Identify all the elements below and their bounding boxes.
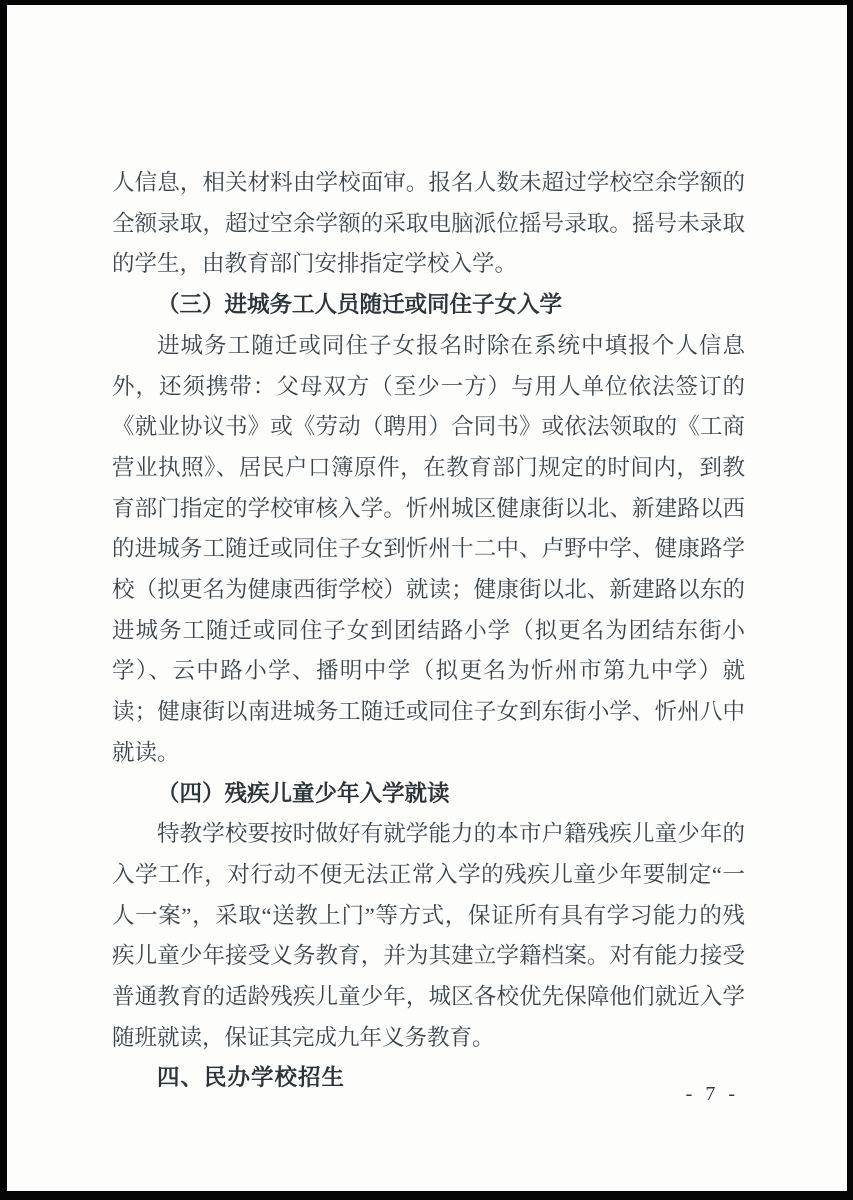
section-heading-private-schools: 四、民办学校招生 <box>157 1065 346 1091</box>
section-heading-4: （四）残疾儿童少年入学就读 <box>157 780 450 806</box>
scanned-page <box>7 5 847 1191</box>
paragraph-disabled-children: 特教学校要按时做好有就学能力的本市户籍残疾儿童少年的入学工作，对行动不便无法正常入学的残疾儿童少年要制定“一人一案”，采取“送教上门”等方式，保证所有具有学习能力的残疾儿童少年接受义务教育，并为其建立学籍档案。对有能力接受普通教育的适龄残疾儿童少年，城区各校优先保障他们就近入学随班就读，保证其完成九年义务教育。 <box>112 821 745 1050</box>
section-heading-3: （三）进城务工人员随迁或同住子女入学 <box>157 292 563 318</box>
document-body <box>112 163 745 1099</box>
paragraph-continuation: 人信息，相关材料由学校面审。报名人数未超过学校空余学额的全额录取，超过空余学额的采取电脑派位摇号录取。摇号未录取的学生，由教育部门安排指定学校入学。 <box>112 170 745 277</box>
page-number: - 7 - <box>685 1083 739 1105</box>
paragraph-migrant-children: 进城务工随迁或同住子女报名时除在系统中填报个人信息外，还须携带：父母双方（至少一方）与用人单位依法签订的《就业协议书》或《劳动（聘用）合同书》或依法领取的《工商营业执照》、居民户口簿原件，在教育部门规定的时间内，到教育部门指定的学校审核入学。忻州城区健康街以北、新建路以西的进城务工随迁或同住子女到忻州十二中、卢野中学、健康路学校（拟更名为健康西街学校）就读；健康街以北、新建路以东的进城务工随迁或同住子女到团结路小学（拟更名为团结东街小学）、云中路小学、播明中学（拟更名为忻州市第九中学）就读；健康街以南进城务工随迁或同住子女到东街小学、忻州八中就读。 <box>112 332 745 765</box>
